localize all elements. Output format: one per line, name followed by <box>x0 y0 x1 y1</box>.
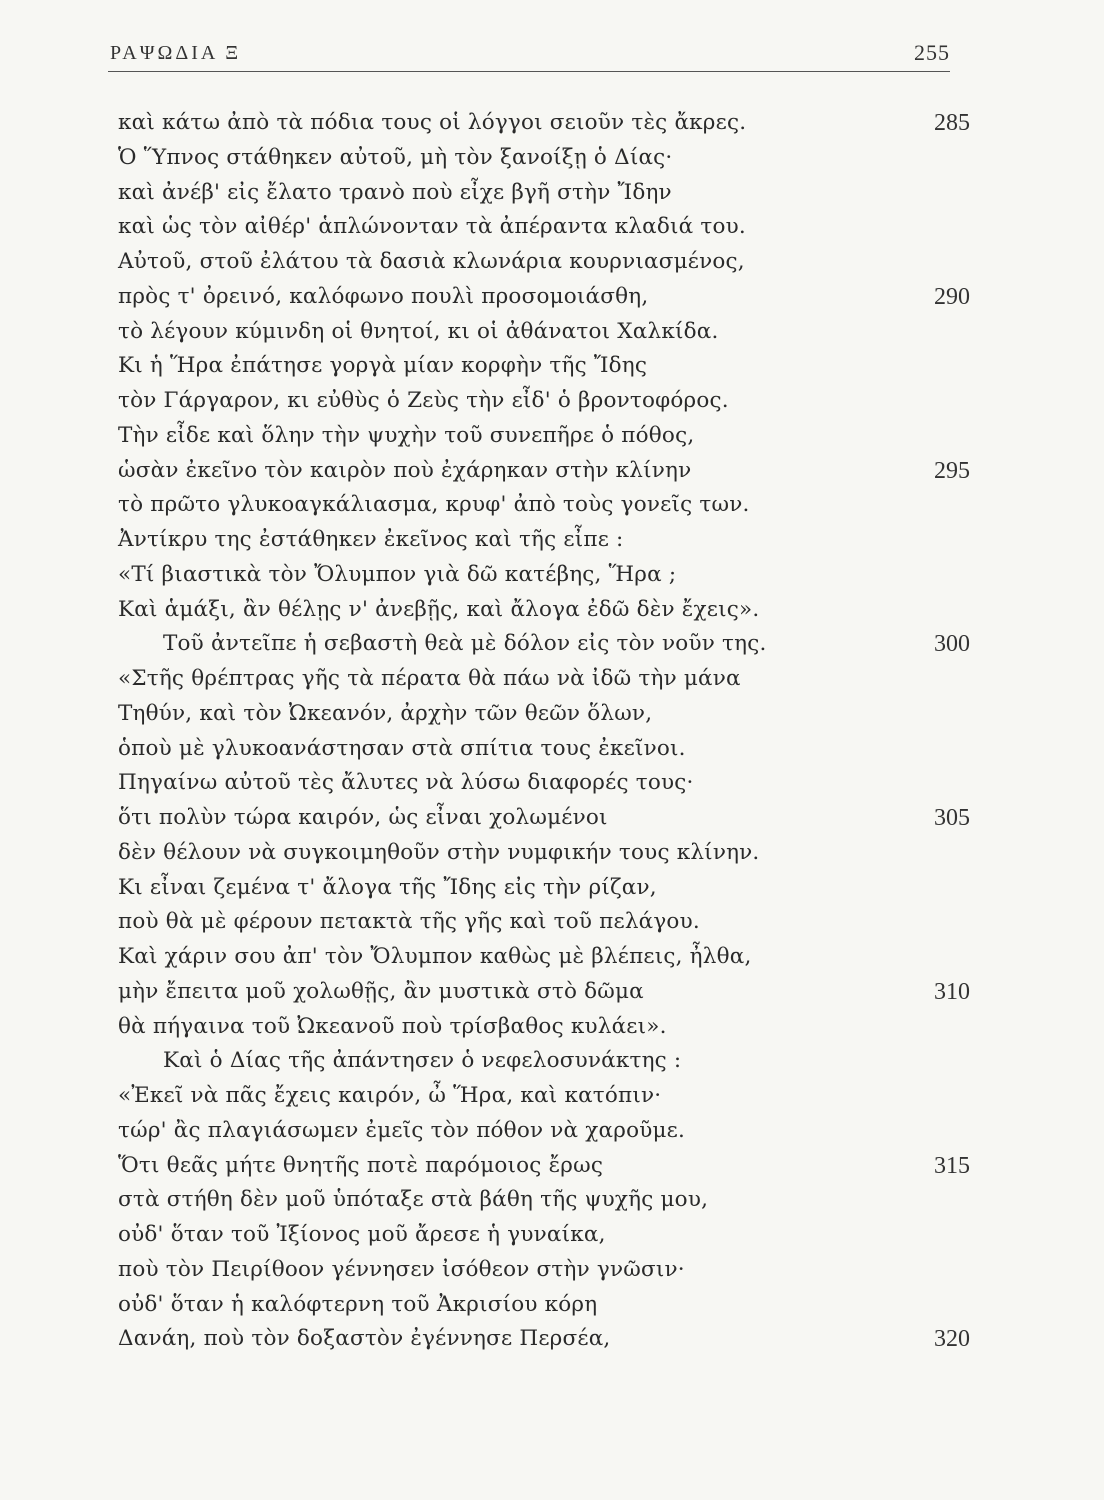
header-rule <box>108 71 950 72</box>
verse-line: Τηθύν, καὶ τὸν Ὠκεανόν, ἀρχὴν τῶν θεῶν ὅλων, <box>118 700 653 726</box>
verse-line: Αὐτοῦ, στοῦ ἐλάτου τὰ δασιὰ κλωνάρια κουρνιασμένος, <box>118 249 745 274</box>
verse-line: ὁποὺ μὲ γλυκοανάστησαν στὰ σπίτια τους ἐκεῖνοι. <box>118 735 686 761</box>
verse-line: στὰ στήθη δὲν μοῦ ὑπόταξε στὰ βάθη τῆς ψυχῆς μου, <box>118 1187 709 1213</box>
verse-line: τὸ πρῶτο γλυκοαγκάλιασμα, κρυφ' ἀπὸ τοὺς γονεῖς των. <box>118 492 750 518</box>
verse-line: Κι εἶναι ζεμένα τ' ἄλογα τῆς Ἴδης εἰς τὴν ρίζαν, <box>118 874 657 900</box>
verse-line: δὲν θέλουν νὰ συγκοιμηθοῦν στὴν νυμφικήν τους κλίνην. <box>118 839 760 865</box>
verse-line: ποὺ τὸν Πειρίθοον γέννησεν ἰσόθεον στὴν γνῶσιν· <box>118 1256 685 1282</box>
verse-line: «Ἐκεῖ νὰ πᾶς ἔχεις καιρόν, ὦ Ἥρα, καὶ κατόπιν· <box>118 1083 662 1108</box>
verse-line: Τοῦ ἀντεῖπε ἡ σεβαστὴ θεὰ μὲ δόλον εἰς τὸν νοῦν της. <box>163 631 767 657</box>
verse-line: θὰ πήγαινα τοῦ Ὠκεανοῦ ποὺ τρίσβαθος κυλάει». <box>118 1013 667 1039</box>
page-number: 255 <box>914 40 950 65</box>
line-number: 320 <box>934 1326 970 1353</box>
verse-block <box>118 106 818 1357</box>
verse-line: Πηγαίνω αὐτοῦ τὲς ἄλυτες νὰ λύσω διαφορές τους· <box>118 770 694 796</box>
verse-line: καὶ ἀνέβ' εἰς ἔλατο τρανὸ ποὺ εἶχε βγῆ στὴν Ἴδην <box>118 179 672 205</box>
verse-line: οὐδ' ὅταν ἡ καλόφτερνη τοῦ Ἀκρισίου κόρη <box>118 1291 598 1317</box>
verse-line: μὴν ἔπειτα μοῦ χολωθῇς, ἂν μυστικὰ στὸ δῶμα <box>118 978 644 1004</box>
verse-line: πρὸς τ' ὀρεινό, καλόφωνο πουλὶ προσομοιάσθη, <box>118 283 649 309</box>
verse-line: τὸν Γάργαρον, κι εὐθὺς ὁ Ζεὺς τὴν εἶδ' ὁ βροντοφόρος. <box>118 388 729 413</box>
verse-line: τώρ' ἂς πλαγιάσωμεν ἐμεῖς τὸν πόθον νὰ χαροῦμε. <box>118 1117 686 1143</box>
verse-line: ὡσὰν ἐκεῖνο τὸν καιρὸν ποὺ ἐχάρηκαν στὴν κλίνην <box>118 457 692 483</box>
verse-line: Κι ἡ Ἥρα ἐπάτησε γοργὰ μίαν κορφὴν τῆς Ἴδης <box>118 353 648 379</box>
verse-line: τὸ λέγουν κύμινδη οἱ θνητοί, κι οἱ ἀθάνατοι Χαλκίδα. <box>118 318 719 344</box>
verse-line: ὅτι πολὺν τώρα καιρόν, ὡς εἶναι χολωμένοι <box>118 805 608 830</box>
verse-line: Καὶ ὁ Δίας τῆς ἀπάντησεν ὁ νεφελοσυνάκτης : <box>163 1048 682 1074</box>
verse-line: Τὴν εἶδε καὶ ὅλην τὴν ψυχὴν τοῦ συνεπῆρε ὁ πόθος, <box>118 422 695 448</box>
verse-line: Δανάη, ποὺ τὸν δοξαστὸν ἐγέννησε Περσέα, <box>118 1326 611 1352</box>
line-number: 300 <box>934 631 970 658</box>
verse-line: καὶ ὡς τὸν αἰθέρ' ἁπλώνονταν τὰ ἀπέραντα κλαδιά του. <box>118 214 746 240</box>
line-number: 285 <box>934 110 970 136</box>
verse-line: Ὁ Ὕπνος στάθηκεν αὐτοῦ, μὴ τὸν ξανοίξῃ ὁ Δίας· <box>118 144 673 170</box>
verse-line: Καὶ ἁμάξι, ἂν θέλῃς ν' ἀνεβῇς, καὶ ἄλογα ἐδῶ δὲν ἔχεις». <box>118 596 760 622</box>
line-number: 290 <box>934 283 970 310</box>
verse-line: Ἀντίκρυ της ἐστάθηκεν ἐκεῖνος καὶ τῆς εἶπε : <box>118 527 624 552</box>
verse-line: καὶ κάτω ἀπὸ τὰ πόδια τους οἱ λόγγοι σειοῦν τὲς ἄκρες. <box>118 110 747 135</box>
verse-line: ποὺ θὰ μὲ φέρουν πετακτὰ τῆς γῆς καὶ τοῦ πελάγου. <box>118 909 700 935</box>
verse-line: οὐδ' ὅταν τοῦ Ἰξίονος μοῦ ἄρεσε ἡ γυναίκα, <box>118 1222 606 1247</box>
verse-line: «Τί βιαστικὰ τὸν Ὄλυμπον γιὰ δῶ κατέβης, Ἥρα ; <box>118 561 677 587</box>
verse-line: Καὶ χάριν σου ἀπ' τὸν Ὄλυμπον καθὼς μὲ βλέπεις, ἦλθα, <box>118 944 752 969</box>
line-number: 295 <box>934 457 970 484</box>
running-head <box>110 40 950 74</box>
line-number: 315 <box>934 1152 970 1179</box>
line-number: 305 <box>934 805 970 831</box>
verse-line: «Στῆς θρέπτρας γῆς τὰ πέρατα θὰ πάω νὰ ἰδῶ τὴν μάνα <box>118 666 741 691</box>
rhapsody-title: ΡΑΨΩΔΙΑ Ξ <box>110 42 242 64</box>
verse-line: Ὅτι θεᾶς μήτε θνητῆς ποτὲ παρόμοιος ἔρως <box>118 1152 604 1178</box>
line-number: 310 <box>934 978 970 1005</box>
